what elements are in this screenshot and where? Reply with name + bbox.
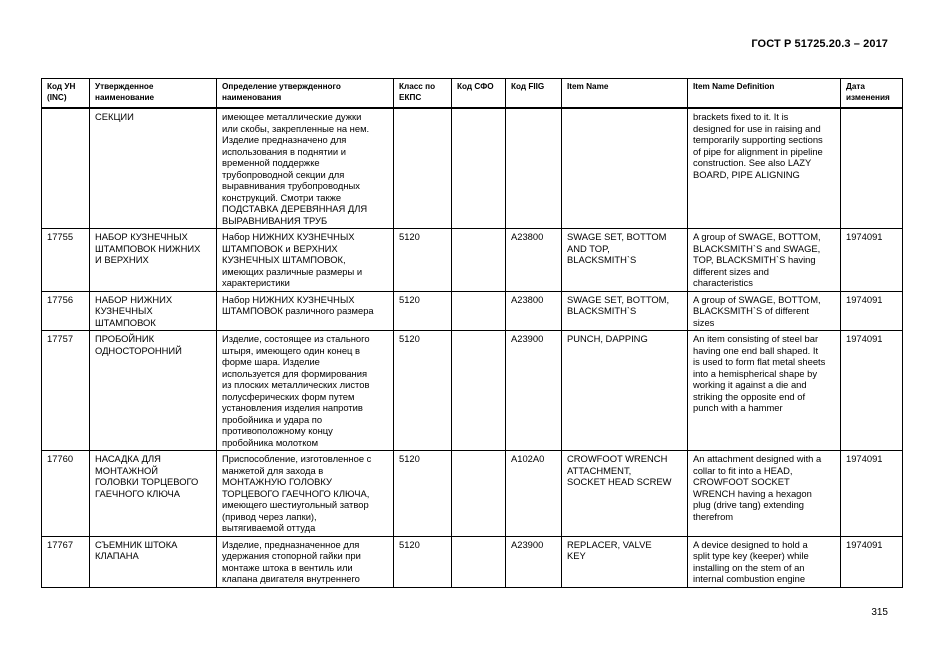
table-row [42, 451, 903, 537]
col-header-definition: Определение утвержденного наименования [217, 79, 394, 109]
cell-sfo-code [452, 108, 506, 229]
table-row [42, 108, 903, 229]
cell-change-date: 1974091 [841, 229, 903, 292]
cell-inc: 17755 [42, 229, 90, 292]
cell-change-date: 1974091 [841, 536, 903, 587]
cell-item-definition: A group of SWAGE, BOTTOM, BLACKSMITH`S and SWAGE, TOP, BLACKSMITH`S having different sizes and characteristics [688, 229, 841, 292]
cell-item-definition: A group of SWAGE, BOTTOM, BLACKSMITH`S of different sizes [688, 291, 841, 331]
cell-change-date: 1974091 [841, 291, 903, 331]
cell-definition: Набор НИЖНИХ КУЗНЕЧНЫХ ШТАМПОВОК различного размера [217, 291, 394, 331]
cell-inc: 17767 [42, 536, 90, 587]
cell-inc [42, 108, 90, 229]
cell-definition: Приспособление, изготовленное с манжетой для захода в МОНТАЖНУЮ ГОЛОВКУ ТОРЦЕВОГО ГАЕЧНОГО КЛЮЧА, имеющего шестиугольный затвор (привод через лапки), вытягиваемой оттуда [217, 451, 394, 537]
document-standard-code: ГОСТ Р 51725.20.3 – 2017 [751, 38, 888, 50]
cell-item-name: PUNCH, DAPPING [562, 331, 688, 451]
cell-sfo-code [452, 451, 506, 537]
col-header-fiig-code: Код FIIG [506, 79, 562, 109]
cell-ekps-class: 5120 [394, 536, 452, 587]
table-header-row [42, 79, 903, 109]
cell-inc: 17757 [42, 331, 90, 451]
col-header-item-name: Item Name [562, 79, 688, 109]
cell-definition: Изделие, предназначенное для удержания стопорной гайки при монтаже штока в вентиль или клапана двигателя внутреннего [217, 536, 394, 587]
cell-ekps-class: 5120 [394, 451, 452, 537]
cell-approved-name: НАСАДКА ДЛЯ МОНТАЖНОЙ ГОЛОВКИ ТОРЦЕВОГО ГАЕЧНОГО КЛЮЧА [90, 451, 217, 537]
col-header-change-date: Дата изменения [841, 79, 903, 109]
cell-ekps-class: 5120 [394, 331, 452, 451]
cell-item-definition: An attachment designed with a collar to fit into a HEAD, CROWFOOT SOCKET WRENCH having a hexagon plug (drive tang) extending therefrom [688, 451, 841, 537]
cell-sfo-code [452, 229, 506, 292]
cell-definition: Изделие, состоящее из стального штыря, имеющего один конец в форме шара. Изделие используется для формирования из плоских металлических листов полусферических форм путем установления изделия напротив пробойника и удара по противоположному концу пробойника молотком [217, 331, 394, 451]
cell-approved-name: НАБОР КУЗНЕЧНЫХ ШТАМПОВОК НИЖНИХ И ВЕРХНИХ [90, 229, 217, 292]
cell-fiig-code: A23900 [506, 536, 562, 587]
table-row [42, 291, 903, 331]
cell-fiig-code: A23800 [506, 229, 562, 292]
cell-item-name [562, 108, 688, 229]
cell-approved-name: СЪЕМНИК ШТОКА КЛАПАНА [90, 536, 217, 587]
cell-inc: 17756 [42, 291, 90, 331]
cell-item-name: REPLACER, VALVE KEY [562, 536, 688, 587]
cell-item-name: SWAGE SET, BOTTOM AND TOP, BLACKSMITH`S [562, 229, 688, 292]
cell-ekps-class: 5120 [394, 291, 452, 331]
col-header-sfo-code: Код СФО [452, 79, 506, 109]
table-row [42, 536, 903, 587]
cell-fiig-code: A23900 [506, 331, 562, 451]
cell-change-date: 1974091 [841, 331, 903, 451]
cell-inc: 17760 [42, 451, 90, 537]
cell-approved-name: ПРОБОЙНИК ОДНОСТОРОННИЙ [90, 331, 217, 451]
cell-sfo-code [452, 291, 506, 331]
cell-sfo-code [452, 331, 506, 451]
cell-item-definition: A device designed to hold a split type key (keeper) while installing on the stem of an internal combustion engine [688, 536, 841, 587]
col-header-approved-name: Утвержденное наименование [90, 79, 217, 109]
cell-change-date: 1974091 [841, 451, 903, 537]
cell-fiig-code: A23800 [506, 291, 562, 331]
cell-approved-name: НАБОР НИЖНИХ КУЗНЕЧНЫХ ШТАМПОВОК [90, 291, 217, 331]
cell-definition: имеющее металлические дужки или скобы, закрепленные на нем. Изделие предназначено для использования в поднятии и временной поддержке трубопроводной секции для выравнивания трубопроводных конструкций. Смотри также ПОДСТАВКА ДЕРЕВЯННАЯ ДЛЯ ВЫРАВНИВАНИЯ ТРУБ [217, 108, 394, 229]
cell-item-definition: brackets fixed to it. It is designed for use in raising and temporarily supporting sections of pipe for alignment in pipeline construction. See also LAZY BOARD, PIPE ALIGNING [688, 108, 841, 229]
cell-sfo-code [452, 536, 506, 587]
col-header-item-definition: Item Name Definition [688, 79, 841, 109]
cell-item-name: CROWFOOT WRENCH ATTACHMENT, SOCKET HEAD SCREW [562, 451, 688, 537]
catalog-table [41, 78, 903, 588]
cell-item-name: SWAGE SET, BOTTOM, BLACKSMITH`S [562, 291, 688, 331]
page-number: 315 [871, 607, 888, 618]
cell-definition: Набор НИЖНИХ КУЗНЕЧНЫХ ШТАМПОВОК и ВЕРХНИХ КУЗНЕЧНЫХ ШТАМПОВОК, имеющих различные размеры и характеристики [217, 229, 394, 292]
cell-item-definition: An item consisting of steel bar having one end ball shaped. It is used to form flat metal sheets into a hemispherical shape by working it against a die and striking the opposite end of punch with a hammer [688, 331, 841, 451]
cell-ekps-class: 5120 [394, 229, 452, 292]
cell-fiig-code [506, 108, 562, 229]
col-header-inc: Код УН (INC) [42, 79, 90, 109]
col-header-ekps-class: Класс по ЕКПС [394, 79, 452, 109]
cell-ekps-class [394, 108, 452, 229]
table-row [42, 229, 903, 292]
cell-change-date [841, 108, 903, 229]
cell-fiig-code: A102A0 [506, 451, 562, 537]
table-row [42, 331, 903, 451]
cell-approved-name: СЕКЦИИ [90, 108, 217, 229]
